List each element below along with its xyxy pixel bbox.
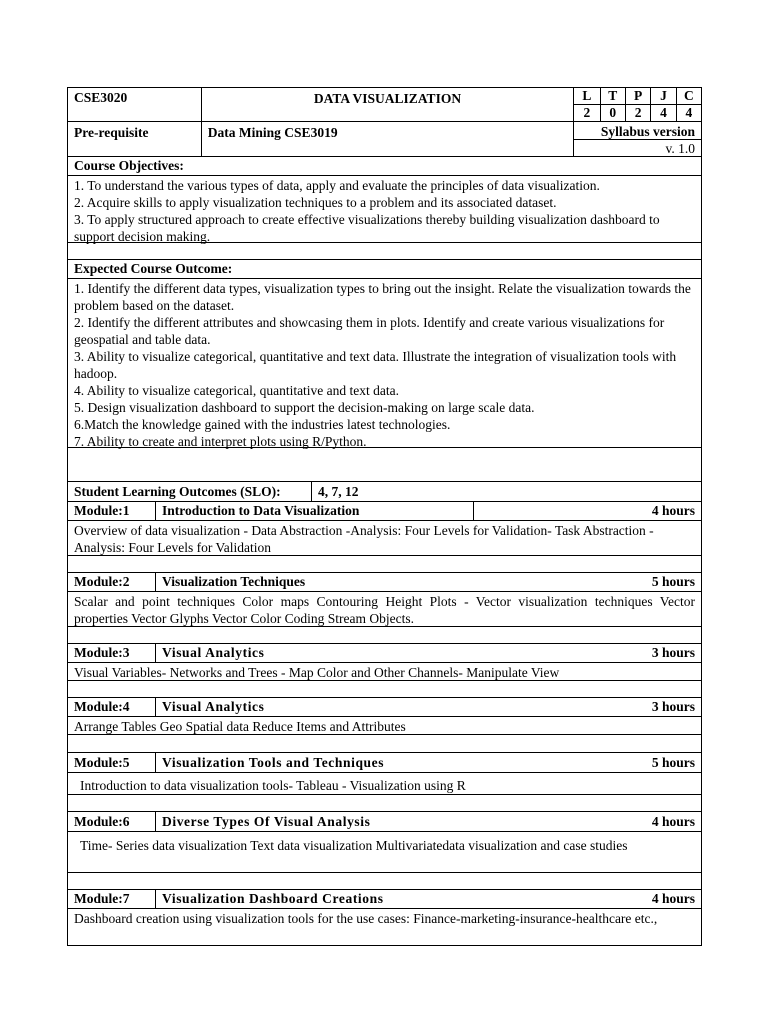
- module-content-row: [68, 717, 701, 735]
- ltpjc-values: [574, 105, 701, 121]
- objectives-body: [68, 176, 701, 243]
- module-number: Module:6: [74, 814, 130, 829]
- module-title: Visualization Dashboard Creations: [155, 890, 473, 908]
- prerequisite-value: Data Mining CSE3019: [201, 122, 573, 156]
- outcome-item: 1. Identify the different data types, visualization types to bring out the insight. Relate the visualization towards the problem based on the dataset.: [74, 281, 691, 313]
- module-content-row: [68, 592, 701, 627]
- module-title: Visualization Tools and Techniques: [155, 753, 473, 772]
- ltpjc-labels: [574, 88, 701, 105]
- module-content-row: [68, 663, 701, 681]
- module-hours: 3 hours: [651, 699, 695, 714]
- syllabus-version-label: Syllabus version: [574, 122, 701, 140]
- module-title: Introduction to Data Visualization: [155, 502, 473, 520]
- module-content: Dashboard creation using visualization tools for the use cases: Finance-marketing-insurance-healthcare etc.,: [74, 911, 658, 926]
- spacer-row: [68, 448, 701, 482]
- module-number: Module:1: [74, 503, 130, 518]
- ltpjc-value: 2: [583, 105, 591, 120]
- module-header-row: [68, 502, 701, 521]
- outcome-item: 5. Design visualization dashboard to support the decision-making on large scale data.: [74, 400, 535, 415]
- module-hours: 3 hours: [651, 645, 695, 660]
- outcome-item: 3. Ability to visualize categorical, quantitative and text data. Illustrate the integration of visualization tools with hadoop.: [74, 349, 677, 381]
- module-hours: 5 hours: [651, 574, 695, 589]
- objective-item: 1. To understand the various types of data, apply and evaluate the principles of data visualization.: [74, 178, 600, 193]
- module-number: Module:7: [74, 891, 130, 906]
- module-title: Visualization Techniques: [155, 573, 473, 591]
- module-header-row: [68, 812, 701, 832]
- outcomes-heading-row: [68, 260, 701, 279]
- module-content: Scalar and point techniques Color maps Contouring Height Plots - Vector visualization techniques Vector properties Vector Glyphs Vector Color Coding Stream Objects.: [74, 594, 695, 626]
- objectives-list: [68, 176, 701, 242]
- spacer-row: [68, 556, 701, 573]
- module-header-row: [68, 753, 701, 773]
- spacer-row: [68, 735, 701, 753]
- module-number: Module:5: [74, 755, 130, 770]
- module-title: Visual Analytics: [155, 698, 473, 716]
- module-hours: 4 hours: [473, 502, 701, 520]
- ltpjc-value: 0: [600, 105, 625, 121]
- ltpjc-label: C: [676, 88, 701, 104]
- module-title: Visual Analytics: [155, 644, 473, 662]
- module-title: Diverse Types Of Visual Analysis: [155, 812, 473, 831]
- syllabus-table: [67, 87, 702, 946]
- module-header-row: [68, 890, 701, 909]
- slo-blank: [391, 482, 701, 501]
- prerequisite-label: Pre-requisite: [74, 125, 149, 140]
- module-header-row: [68, 573, 701, 592]
- module-header-row: [68, 644, 701, 663]
- syllabus-version-value: v. 1.0: [665, 141, 695, 156]
- ltpjc-label: P: [625, 88, 650, 104]
- module-content-row: [68, 909, 701, 945]
- ltpjc-value: 4: [650, 105, 675, 121]
- spacer-row: [68, 243, 701, 260]
- ltpjc-grid: [573, 88, 701, 121]
- outcomes-list: [68, 279, 701, 447]
- ltpjc-label: T: [600, 88, 625, 104]
- module-content: Time- Series data visualization Text data visualization Multivariatedata visualization and case studies: [80, 838, 628, 853]
- spacer-row: [68, 795, 701, 812]
- course-header-row: [68, 88, 701, 122]
- spacer-row: [68, 873, 701, 890]
- module-content: Visual Variables- Networks and Trees - Map Color and Other Channels- Manipulate View: [74, 665, 560, 680]
- ltpjc-label: J: [650, 88, 675, 104]
- outcome-item: 7. Ability to create and interpret plots using R/Python.: [74, 434, 367, 449]
- module-content-row: [68, 521, 701, 556]
- module-hours: 4 hours: [651, 891, 695, 906]
- slo-row: [68, 482, 701, 502]
- spacer-row: [68, 627, 701, 644]
- objectives-heading: Course Objectives:: [74, 158, 184, 173]
- module-number: Module:4: [74, 699, 130, 714]
- ltpjc-value: 2: [625, 105, 650, 121]
- ltpjc-label: L: [582, 88, 592, 103]
- module-content-row: [68, 832, 701, 873]
- syllabus-version-cell: [573, 122, 701, 156]
- module-content: Overview of data visualization - Data Abstraction -Analysis: Four Levels for Validation- Task Abstraction - Analysis: Four Levels for Validation: [74, 523, 654, 555]
- module-hours: 4 hours: [651, 814, 695, 829]
- outcomes-heading: Expected Course Outcome:: [74, 261, 233, 276]
- slo-label: Student Learning Outcomes (SLO):: [74, 484, 281, 499]
- module-hours: 5 hours: [651, 755, 695, 770]
- module-content: Introduction to data visualization tools- Tableau - Visualization using R: [80, 778, 466, 793]
- outcomes-body: [68, 279, 701, 448]
- ltpjc-value: 4: [676, 105, 701, 121]
- objective-item: 2. Acquire skills to apply visualization techniques to a problem and its associated dataset.: [74, 195, 557, 210]
- outcome-item: 4. Ability to visualize categorical, quantitative and text data.: [74, 383, 400, 398]
- outcome-item: 6.Match the knowledge gained with the industries latest technologies.: [74, 417, 451, 432]
- prerequisite-row: [68, 122, 701, 157]
- course-code: CSE3020: [74, 90, 128, 105]
- spacer-row: [68, 681, 701, 698]
- module-content: Arrange Tables Geo Spatial data Reduce Items and Attributes: [74, 719, 406, 734]
- course-title: DATA VISUALIZATION: [201, 88, 573, 121]
- module-header-row: [68, 698, 701, 717]
- slo-value: 4, 7, 12: [311, 482, 391, 501]
- module-content-row: [68, 773, 701, 795]
- outcome-item: 2. Identify the different attributes and showcasing them in plots. Identify and create various visualizations for geospatial and table data.: [74, 315, 665, 347]
- objective-item: 3. To apply structured approach to create effective visualizations thereby building visualization dashboard to support decision making.: [74, 212, 660, 244]
- module-number: Module:3: [74, 645, 130, 660]
- module-number: Module:2: [74, 574, 130, 589]
- objectives-heading-row: [68, 157, 701, 176]
